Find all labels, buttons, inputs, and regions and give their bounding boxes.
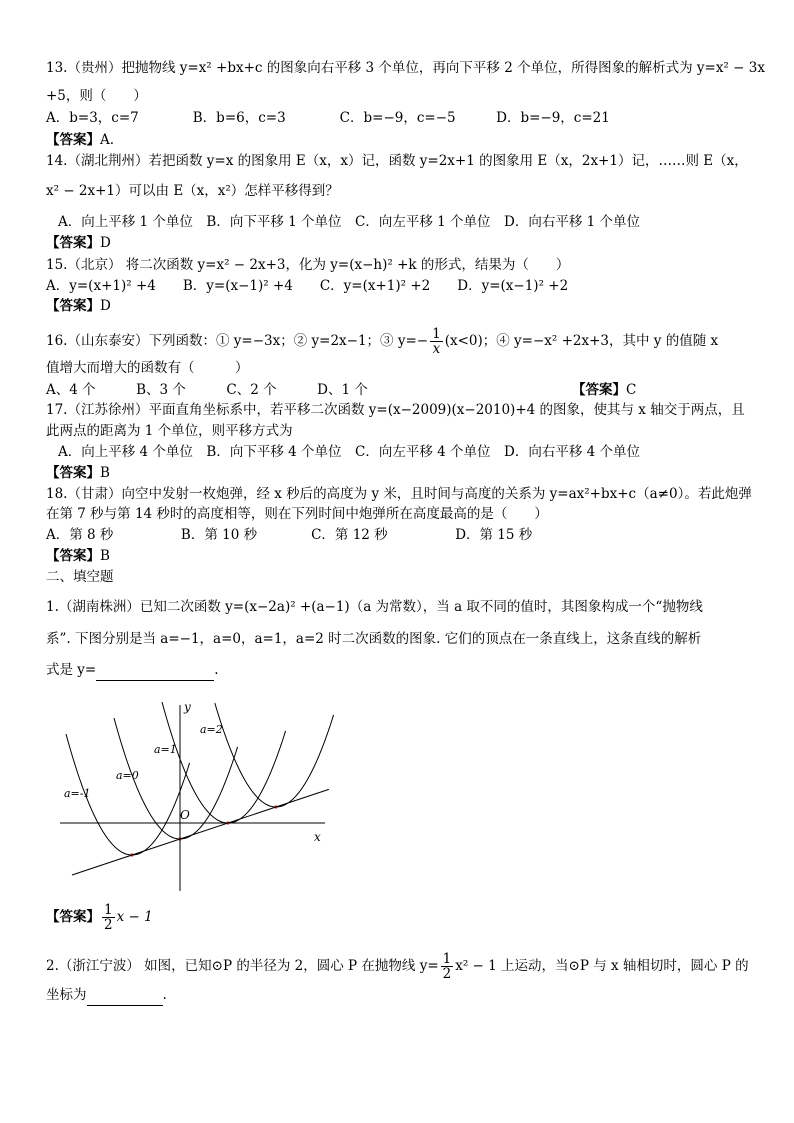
- q16-answer: [572, 380, 636, 400]
- fraction: $\frac{1}{x}$: [432, 326, 441, 357]
- q14-line1: 14.（湖北荆州）若把函数 y=x 的图象用 E（x，x）记，函数 y=2x+1 的图象用 E（x，2x+1）记，……则 E（x，: [46, 153, 748, 169]
- q16-line1: [46, 327, 718, 356]
- section-heading: 二、填空题: [46, 569, 114, 585]
- q18-answer: [46, 546, 110, 566]
- label-a-minus1: a=-1: [64, 787, 91, 800]
- q18-options: A．第 8 秒 B．第 10 秒 C．第 12 秒 D．第 15 秒: [46, 527, 533, 543]
- q13-answer: [46, 130, 114, 150]
- f2-line2-text: 坐标为: [46, 987, 87, 1003]
- q13-line1: 13.（贵州）把抛物线 y=x² +bx+c 的图象向右平移 3 个单位，再向下平移 2 个单位，所得图象的解析式为 y=x² − 3x: [46, 60, 765, 76]
- fraction: $\frac{1}{2}$: [104, 902, 113, 933]
- label-a-1: a=1: [154, 743, 177, 756]
- q18-line1: 18.（甘肃）向空中发射一枚炮弹，经 x 秒后的高度为 y 米，且时间与高度的关系为 y=ax²+bx+c（a≠0）。若此炮弹: [46, 486, 752, 502]
- f1-line3: [46, 660, 219, 681]
- q16-line2: 值增大而增大的函数有（ ）: [46, 360, 249, 376]
- answer-tag: 【答案】: [46, 132, 100, 148]
- q14-answer: [46, 233, 111, 253]
- q16-text-a: 16.（山东泰安）下列函数：① y=−3x；② y=2x−1；③ y=−: [46, 333, 429, 349]
- y-axis-label: y: [184, 700, 191, 714]
- answer-tag: 【答案】: [46, 465, 100, 481]
- q15-answer: [46, 296, 111, 316]
- q17-line1: 17.（江苏徐州）平面直角坐标系中，若平移二次函数 y=(x−2009)(x−2010)+4 的图象，使其与 x 轴交于两点，且: [46, 402, 745, 418]
- f1-line3-text: 式是 y=: [46, 662, 97, 678]
- f2-text-b: x² − 1 上运动，当⊙P 与 x 轴相切时，圆心 P 的: [455, 958, 749, 974]
- label-a-2: a=2: [200, 723, 223, 736]
- q17-answer: [46, 463, 110, 483]
- f2-text-a: 2.（浙江宁波） 如图，已知⊙P 的半径为 2，圆心 P 在抛物线 y=: [46, 958, 439, 974]
- q15-options: A．y=(x+1)² +4 B．y=(x−1)² +4 C．y=(x+1)² +2 D．y=(x−1)² +2: [46, 278, 569, 294]
- f1-answer: [46, 903, 153, 932]
- f1-line3-end: .: [214, 662, 219, 678]
- q16-options: A、4 个 B、3 个 C、2 个 D、1 个: [46, 382, 368, 398]
- f1-line1: 1.（湖南株洲）已知二次函数 y=(x−2a)² +(a−1)（a 为常数），当 a 取不同的值时，其图象构成一个“抛物线: [46, 599, 703, 615]
- f2-line1: [46, 952, 749, 981]
- answer-blank[interactable]: [96, 660, 214, 681]
- fraction: $\frac{1}{2}$: [442, 951, 452, 982]
- q14-line2: x² − 2x+1）可以由 E（x，x²）怎样平移得到？: [46, 183, 339, 199]
- f1-line2: 系”. 下图分别是当 a=−1，a=0，a=1，a=2 时二次函数的图象. 它们的顶点在一条直线上，这条直线的解析: [46, 631, 702, 647]
- f2-line2: [46, 985, 167, 1006]
- answer-tag: 【答案】: [46, 548, 100, 564]
- answer-blank[interactable]: [87, 985, 163, 1006]
- f2-line2-end: .: [162, 987, 167, 1003]
- q17-line2: 此两点的距离为 1 个单位，则平移方式为: [46, 423, 293, 439]
- answer-value: C: [626, 382, 637, 398]
- q13-options: A．b=3，c=7 B．b=6，c=3 C．b=−9，c=−5 D．b=−9，c=21: [46, 110, 610, 126]
- answer-value: D: [100, 298, 111, 314]
- parabola-a-2: [215, 703, 334, 807]
- label-a-0: a=0: [116, 769, 139, 782]
- q14-options: A．向上平移 1 个单位 B．向下平移 1 个单位 C．向左平移 1 个单位 D．向右平移 1 个单位: [58, 214, 641, 230]
- answer-tail: x − 1: [116, 909, 153, 925]
- origin-label: O: [180, 808, 190, 822]
- q15-line1: 15.（北京） 将二次函数 y=x² − 2x+3，化为 y=(x−h)² +k 的形式，结果为（ ）: [46, 257, 570, 273]
- answer-value: A.: [100, 132, 115, 148]
- x-axis-label: x: [314, 830, 321, 844]
- parabola-family-figure: [50, 695, 340, 905]
- q17-options: A．向上平移 4 个单位 B．向下平移 4 个单位 C．向左平移 4 个单位 D．向右平移 4 个单位: [58, 444, 641, 460]
- q18-line2: 在第 7 秒与第 14 秒时的高度相等，则在下列时间中炮弹所在高度最高的是（ ）: [46, 506, 548, 522]
- answer-value: B: [100, 465, 110, 481]
- answer-tag: 【答案】: [46, 298, 100, 314]
- q13-line2: +5，则（ ）: [46, 88, 147, 104]
- answer-tag: 【答案】: [46, 909, 100, 925]
- answer-tag: 【答案】: [572, 382, 626, 398]
- answer-value: D: [100, 235, 111, 251]
- q16-text-b: (x<0)；④ y=−x² +2x+3，其中 y 的值随 x: [444, 333, 719, 349]
- answer-tag: 【答案】: [46, 235, 100, 251]
- answer-value: B: [100, 548, 110, 564]
